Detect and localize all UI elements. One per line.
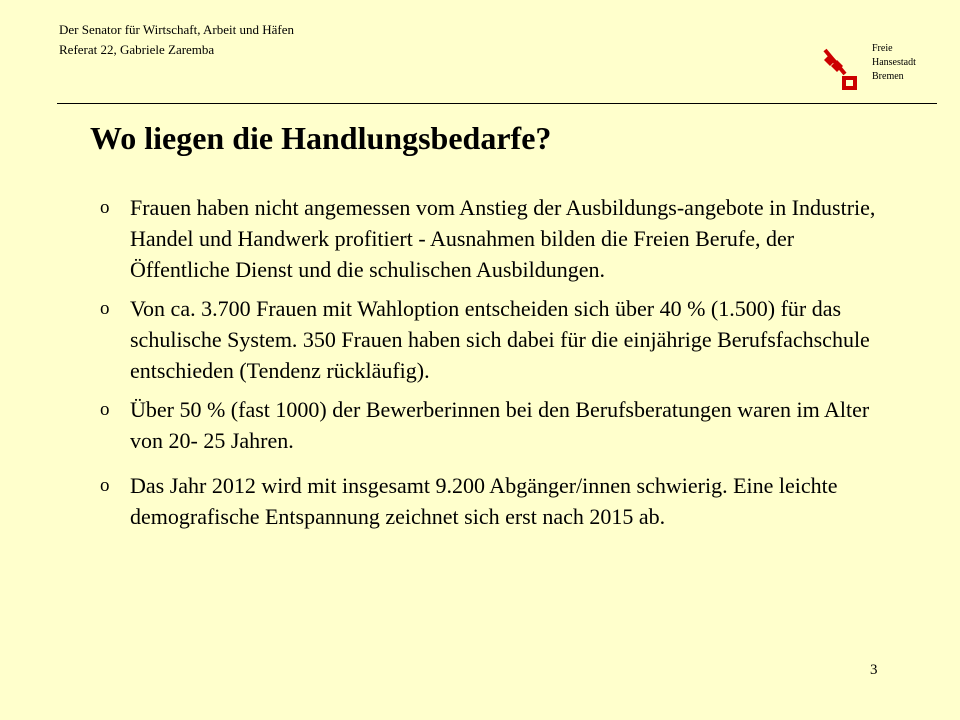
bullet-text: Frauen haben nicht angemessen vom Anstieg der Ausbildungs-angebote in Industrie, Handel und Handwerk profitiert - Ausnahmen bilden die Freien Berufe, der Öffentliche Dienst und die schulischen Ausbildungen. <box>130 195 876 282</box>
header-city-line2: Hansestadt <box>872 57 916 68</box>
bullet-marker: o <box>100 399 110 420</box>
bullet-list <box>100 192 890 540</box>
bullet-marker: o <box>100 197 110 218</box>
bullet-item <box>100 394 890 456</box>
bullet-item <box>100 192 890 285</box>
header-ministry-line2: Referat 22, Gabriele Zaremba <box>59 42 215 57</box>
header-city-line3: Bremen <box>872 71 904 82</box>
header-ministry <box>59 20 294 60</box>
bremen-key-icon <box>820 44 864 92</box>
header-city-line1: Freie <box>872 43 893 54</box>
header-divider <box>57 103 937 104</box>
bullet-text: Über 50 % (fast 1000) der Bewerberinnen bei den Berufsberatungen waren im Alter von 20- 25 Jahren. <box>130 397 870 453</box>
slide-title: Wo liegen die Handlungsbedarfe? <box>90 120 552 156</box>
bullet-marker: o <box>100 298 110 319</box>
bullet-item <box>100 470 890 532</box>
page-number: 3 <box>870 662 878 678</box>
bullet-marker: o <box>100 475 110 496</box>
bullet-text: Von ca. 3.700 Frauen mit Wahloption entscheiden sich über 40 % (1.500) für das schulische System. 350 Frauen haben sich dabei für die einjährige Berufsfachschule entschieden (Tendenz rückläufig). <box>130 296 870 383</box>
header-city <box>872 42 916 84</box>
header-ministry-line1: Der Senator für Wirtschaft, Arbeit und Häfen <box>59 22 294 37</box>
bullet-text: Das Jahr 2012 wird mit insgesamt 9.200 Abgänger/innen schwierig. Eine leichte demografische Entspannung zeichnet sich erst nach 2015 ab. <box>130 473 838 529</box>
bullet-item <box>100 293 890 386</box>
